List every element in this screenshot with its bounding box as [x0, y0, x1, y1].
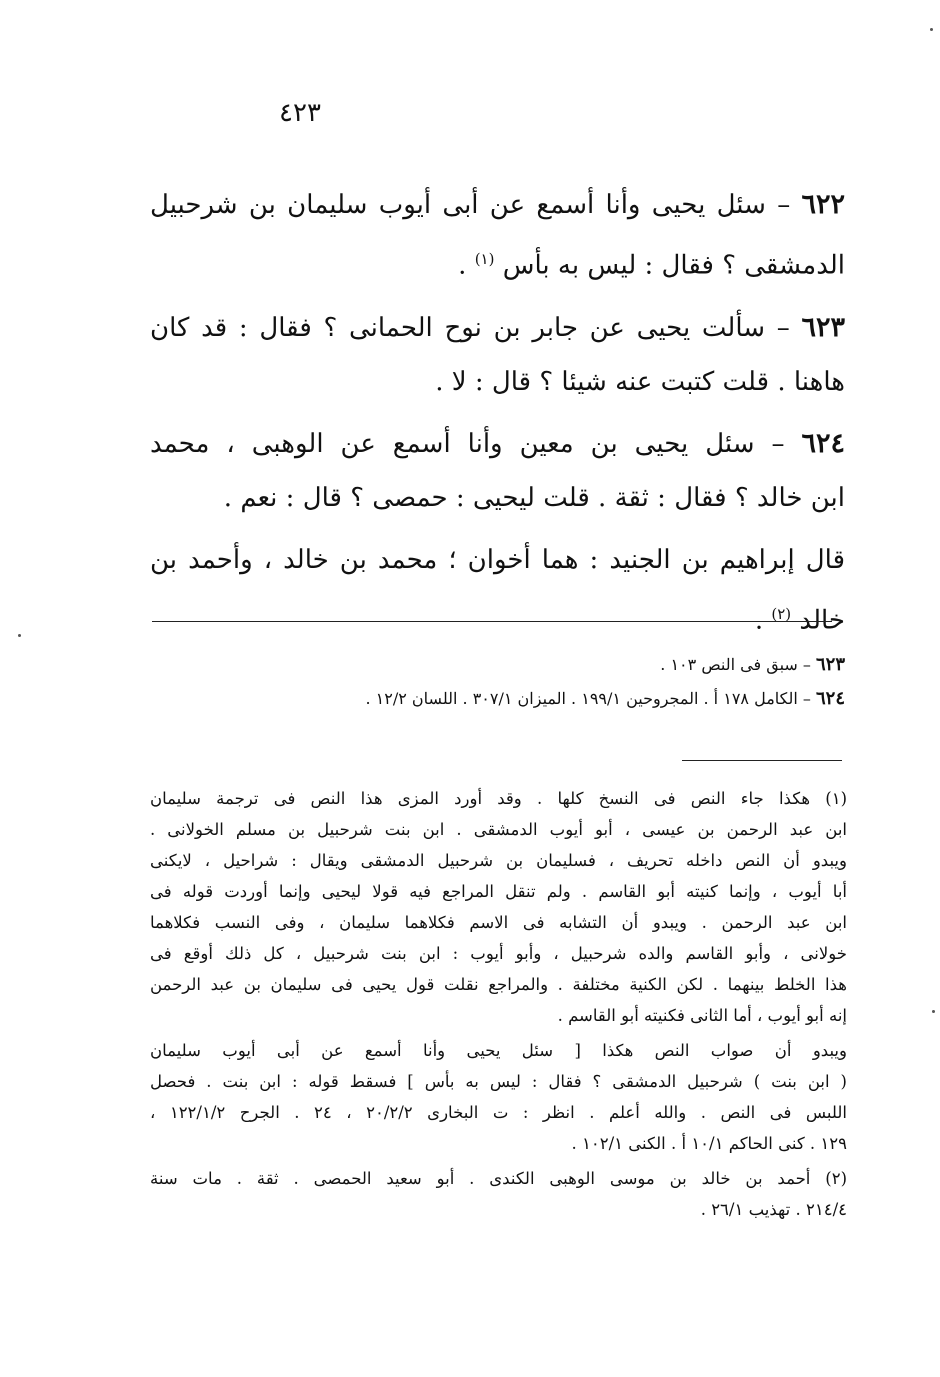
entry-622 [150, 178, 845, 293]
footnote-1 [150, 783, 847, 1031]
source-number: ٦٢٣ [815, 654, 845, 675]
entry-623 [150, 301, 845, 409]
footnote-ref[interactable]: (٢) [771, 604, 792, 623]
footnote-line: ابن عبد الرحمن . ويبدو أن التشابه فى الاسم فكلاهما سليمان ، وفى النسب فكلاهما [150, 913, 847, 932]
footnote-line: ( ابن بنت ) شرحبيل الدمشقى ؟ فقال : ليس به بأس ] فسقط قوله : ابن بنت . فحصل [150, 1072, 847, 1091]
sources-list [150, 648, 845, 716]
source-number: ٦٢٤ [815, 688, 845, 709]
footnote-line: (١) هكذا جاء النص فى النسخ كلها . وقد أورد المزى هذا النص فى ترجمة سليمان [150, 789, 847, 808]
main-text [150, 178, 845, 655]
footnote-line: إنه أبو أيوب ، أما الثانى فكنيته أبو القاسم . [557, 1006, 847, 1025]
entry-ibrahim [150, 533, 845, 648]
scan-speck [932, 1010, 935, 1013]
section-divider [152, 621, 832, 622]
entry-624 [150, 417, 845, 525]
source-text: – الكامل ١٧٨ أ . المجروحين ١٩٩/١ . الميزان ٣٠٧/١ . اللسان ١٢/٢ . [365, 689, 816, 708]
footnote-1-continuation [150, 1035, 847, 1159]
footnote-line: ويبدو أن صواب النص هكذا [ سئل يحيى وأنا أسمع عن أبى أيوب سليمان [150, 1041, 847, 1060]
footnote-line: ١٢٩ . كنى الحاكم ١٠/١ أ . الكنى ١٠٢/١ . [571, 1134, 847, 1153]
entry-text: خالد [799, 605, 845, 636]
entry-text: – سألت يحيى عن جابر بن نوح الحمانى ؟ فقال : قد كان [150, 312, 790, 343]
entry-number: ٦٢٣ [801, 311, 846, 343]
source-text: – سبق فى النص ١٠٣ . [660, 655, 816, 674]
footnote-line: هذا الخلط بينهما . لكن الكنية مختلفة . والمراجع نقلت قول يحيى فى سليمان بن عبد الرحمن [150, 975, 847, 994]
source-item [150, 648, 845, 682]
footnote-line: ويبدو أن النص داخله تحريف ، فسليمان بن شرحبيل الدمشقى ويقال : شراحيل ، لايكنى [150, 851, 847, 870]
footnotes [150, 783, 847, 1229]
entry-text-end: . [754, 605, 772, 636]
footnote-ref[interactable]: (١) [474, 250, 495, 268]
footnote-divider [682, 760, 842, 761]
footnote-line: ابن عبد الرحمن بن عيسى ، أبو أيوب الدمشقى . ابن بنت شرحبيل بن مسلم الخولانى . [150, 820, 847, 839]
entry-number: ٦٢٢ [801, 189, 846, 220]
footnote-line: خولانى ، وأبو القاسم والده شرحبيل ، وأبو أيوب : ابن بنت شرحبيل ، كل ذلك أوقع فى [150, 944, 847, 963]
entry-text: الدمشقى ؟ فقال : ليس به بأس [502, 250, 845, 281]
footnote-2 [150, 1163, 847, 1225]
scan-speck [930, 28, 933, 31]
page-number: ٤٢٣ [279, 98, 321, 128]
entry-text: ابن خالد ؟ فقال : ثقة . قلت ليحيى : حمصى ؟ قال : نعم . [223, 482, 845, 513]
scan-speck [18, 634, 21, 637]
footnote-line: (٢) أحمد بن خالد بن موسى الوهبى الكندى . أبو سعيد الحمصى . ثقة . مات سنة [150, 1169, 847, 1188]
entry-text: – سئل يحيى بن معين وأنا أسمع عن الوهبى ، محمد [150, 428, 785, 459]
footnote-line: أبا أيوب ، وإنما كنيته أبو القاسم . ولم تنقل المراجع فيه قولا ليحيى وإنما أوردت قوله فى [150, 882, 847, 901]
entry-text: هاهنا . قلت كتبت عنه شيئا ؟ قال : لا . [435, 366, 845, 397]
entry-text: قال إبراهيم بن الجنيد : هما أخوان ؛ محمد بن خالد ، وأحمد بن [150, 544, 846, 575]
entry-text-end: . [458, 250, 475, 281]
footnote-line: اللبس فى النص . والله أعلم . انظر : ت البخارى ٢٠/٢/٢ ، ٢٤ . الجرح ١٢٢/١/٢ ، [150, 1103, 847, 1122]
footnote-line: ٢١٤/٤ . تهذيب ٢٦/١ . [700, 1200, 847, 1219]
entry-text: – سئل يحيى وأنا أسمع عن أبى أيوب سليمان بن شرحبيل [150, 190, 791, 220]
source-item [150, 682, 845, 716]
entry-number: ٦٢٤ [801, 427, 845, 459]
